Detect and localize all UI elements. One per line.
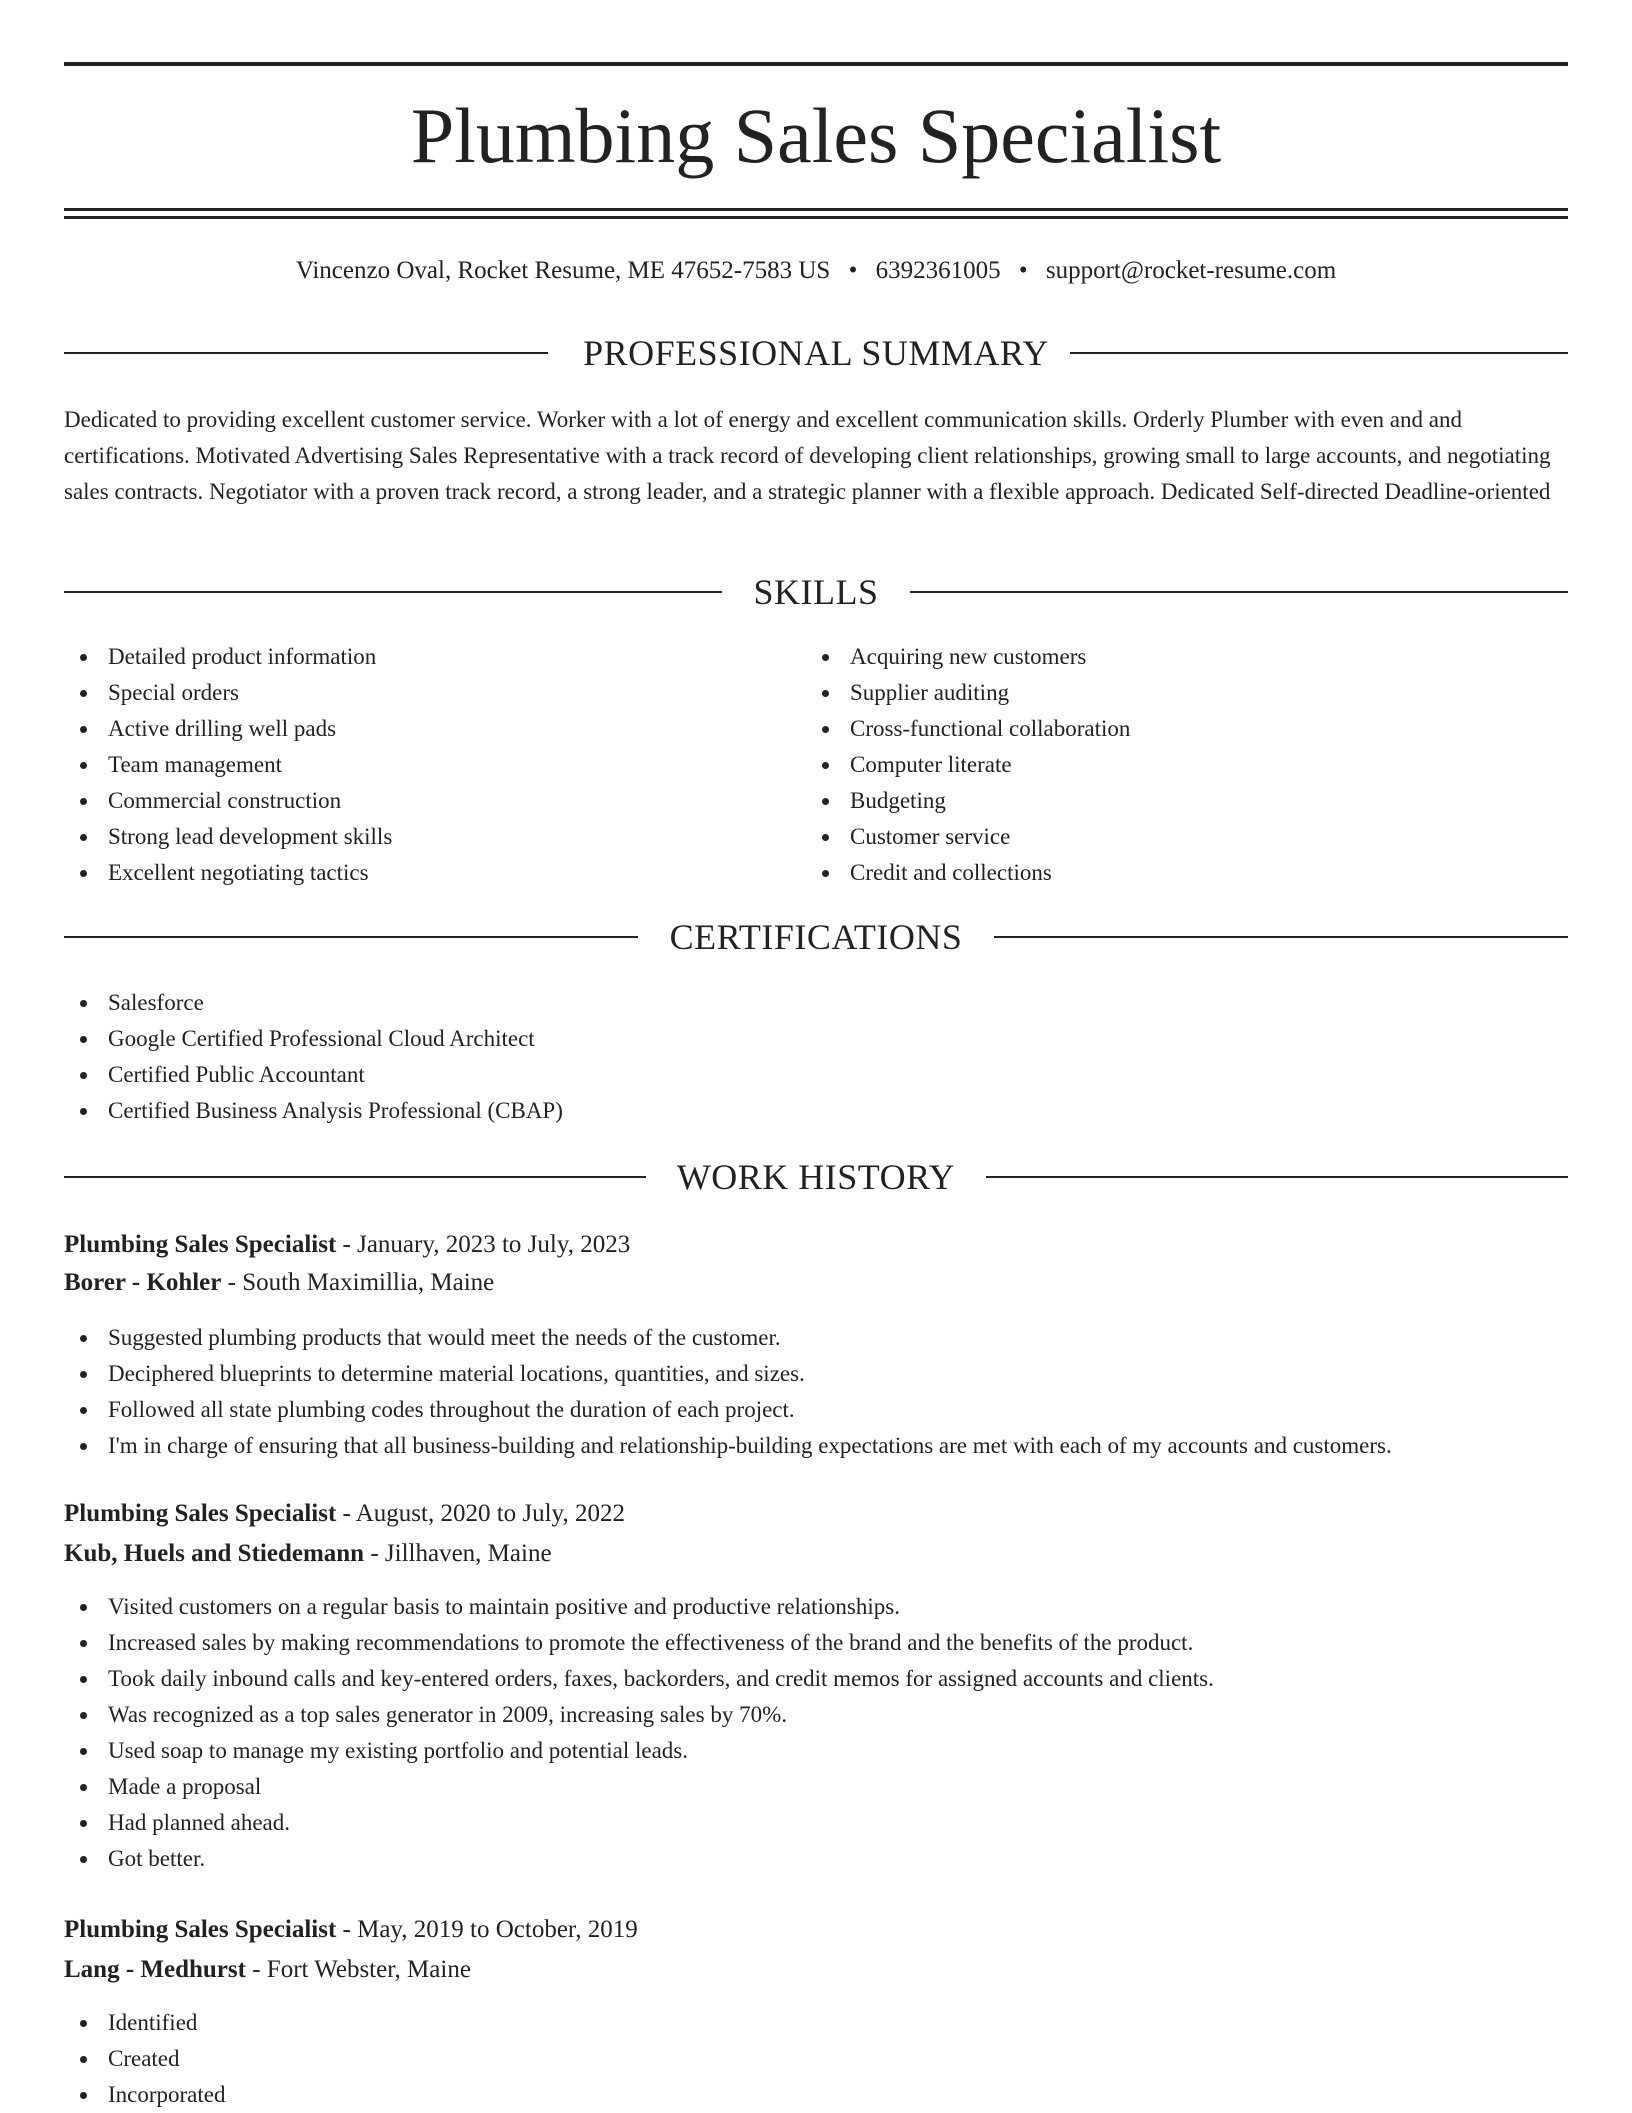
section-header-skills (64, 570, 1568, 614)
skills-list-right (806, 639, 1506, 891)
list-item: Was recognized as a top sales generator in 2009, increasing sales by 70%. (64, 1697, 1568, 1733)
list-item: Had planned ahead. (64, 1805, 1568, 1841)
list-item: Incorporated (64, 2077, 1568, 2113)
job-company: Lang - Medhurst (64, 1956, 246, 1983)
job-company-line (64, 1952, 471, 1988)
section-title: CERTIFICATIONS (669, 917, 963, 957)
list-item: Certified Business Analysis Professional (CBAP) (64, 1093, 1568, 1129)
page-title: Plumbing Sales Specialist (410, 92, 1222, 179)
list-item: I'm in charge of ensuring that all business-building and relationship-building expectations are met with each of my accounts and customers. (64, 1428, 1568, 1464)
list-item: Special orders (64, 675, 764, 711)
job-company-line (64, 1536, 552, 1572)
job-dates: - May, 2019 to October, 2019 (336, 1916, 638, 1943)
job-role: Plumbing Sales Specialist (64, 1500, 337, 1527)
summary-text: Dedicated to providing excellent customer service. Worker with a lot of energy and excellent communication skills. Orderly Plumber with even and and certifications. Motivated Advertising Sales Representative with a track record of developing client relationships, growing small to large accounts, and negotiating sales contracts. Negotiator with a proven track record, a strong leader, and a strategic planner with a flexible approach. Dedicated Self-directed Deadline-oriented (64, 407, 1551, 504)
list-item: Supplier auditing (806, 675, 1506, 711)
job-role: Plumbing Sales Specialist (64, 1916, 337, 1943)
list-item: Credit and collections (806, 855, 1506, 891)
list-item: Got better. (64, 1841, 1568, 1877)
section-header-summary (64, 331, 1568, 375)
job-role-line (64, 1496, 625, 1532)
list-item: Commercial construction (64, 783, 764, 819)
job-location: - Jillhaven, Maine (364, 1540, 552, 1567)
section-title: WORK HISTORY (676, 1157, 956, 1197)
job-role-line (64, 1912, 638, 1948)
list-item: Detailed product information (64, 639, 764, 675)
section-header-work-history (64, 1155, 1568, 1199)
job-bullets (64, 1589, 1568, 1877)
section-title: PROFESSIONAL SUMMARY (583, 333, 1049, 373)
list-item: Certified Public Accountant (64, 1057, 1568, 1093)
list-item: Strong lead development skills (64, 819, 764, 855)
job-role-line (64, 1227, 630, 1263)
certifications-list (64, 985, 1568, 1129)
job-role: Plumbing Sales Specialist (64, 1231, 337, 1258)
job-company-line (64, 1265, 494, 1301)
list-item: Visited customers on a regular basis to maintain positive and productive relationships. (64, 1589, 1568, 1625)
contact-email: support@rocket-resume.com (1045, 257, 1337, 284)
job-dates: - January, 2023 to July, 2023 (336, 1231, 631, 1258)
section-header-certifications (64, 915, 1568, 959)
list-item: Identified (64, 2005, 1568, 2041)
list-item: Customer service (806, 819, 1506, 855)
list-item: Suggested plumbing products that would meet the needs of the customer. (64, 1320, 1568, 1356)
list-item: Excellent negotiating tactics (64, 855, 764, 891)
job-location: - Fort Webster, Maine (245, 1956, 471, 1983)
title-top-rule (64, 62, 1568, 66)
list-item: Budgeting (806, 783, 1506, 819)
list-item: Active drilling well pads (64, 711, 764, 747)
list-item: Increased sales by making recommendations to promote the effectiveness of the brand and the benefits of the product. (64, 1625, 1568, 1661)
contact-address: Vincenzo Oval, Rocket Resume, ME 47652-7583 US (295, 257, 831, 284)
list-item: Computer literate (806, 747, 1506, 783)
title-bottom-rule-2 (64, 216, 1568, 219)
title-bottom-rule (64, 208, 1568, 211)
list-item: Used soap to manage my existing portfolio and potential leads. (64, 1733, 1568, 1769)
contact-line (64, 254, 1568, 288)
job-company: Borer - Kohler (64, 1269, 222, 1296)
list-item: Created (64, 2041, 1568, 2077)
job-location: - South Maximillia, Maine (221, 1269, 495, 1296)
list-item: Cross-functional collaboration (806, 711, 1506, 747)
list-item: Team management (64, 747, 764, 783)
list-item: Salesforce (64, 985, 1568, 1021)
list-item: Followed all state plumbing codes throughout the duration of each project. (64, 1392, 1568, 1428)
contact-separator: • (848, 257, 858, 284)
list-item: Acquiring new customers (806, 639, 1506, 675)
list-item: Took daily inbound calls and key-entered orders, faxes, backorders, and credit memos for assigned accounts and clients. (64, 1661, 1568, 1697)
job-bullets (64, 1320, 1568, 1464)
list-item: Deciphered blueprints to determine material locations, quantities, and sizes. (64, 1356, 1568, 1392)
job-bullets (64, 2005, 1568, 2113)
contact-separator: • (1018, 257, 1028, 284)
job-company: Kub, Huels and Stiedemann (64, 1540, 365, 1567)
list-item: Made a proposal (64, 1769, 1568, 1805)
section-title: SKILLS (753, 572, 879, 612)
job-dates: - August, 2020 to July, 2022 (336, 1500, 625, 1527)
contact-phone: 6392361005 (875, 257, 1001, 284)
list-item: Google Certified Professional Cloud Architect (64, 1021, 1568, 1057)
skills-list-left (64, 639, 764, 891)
